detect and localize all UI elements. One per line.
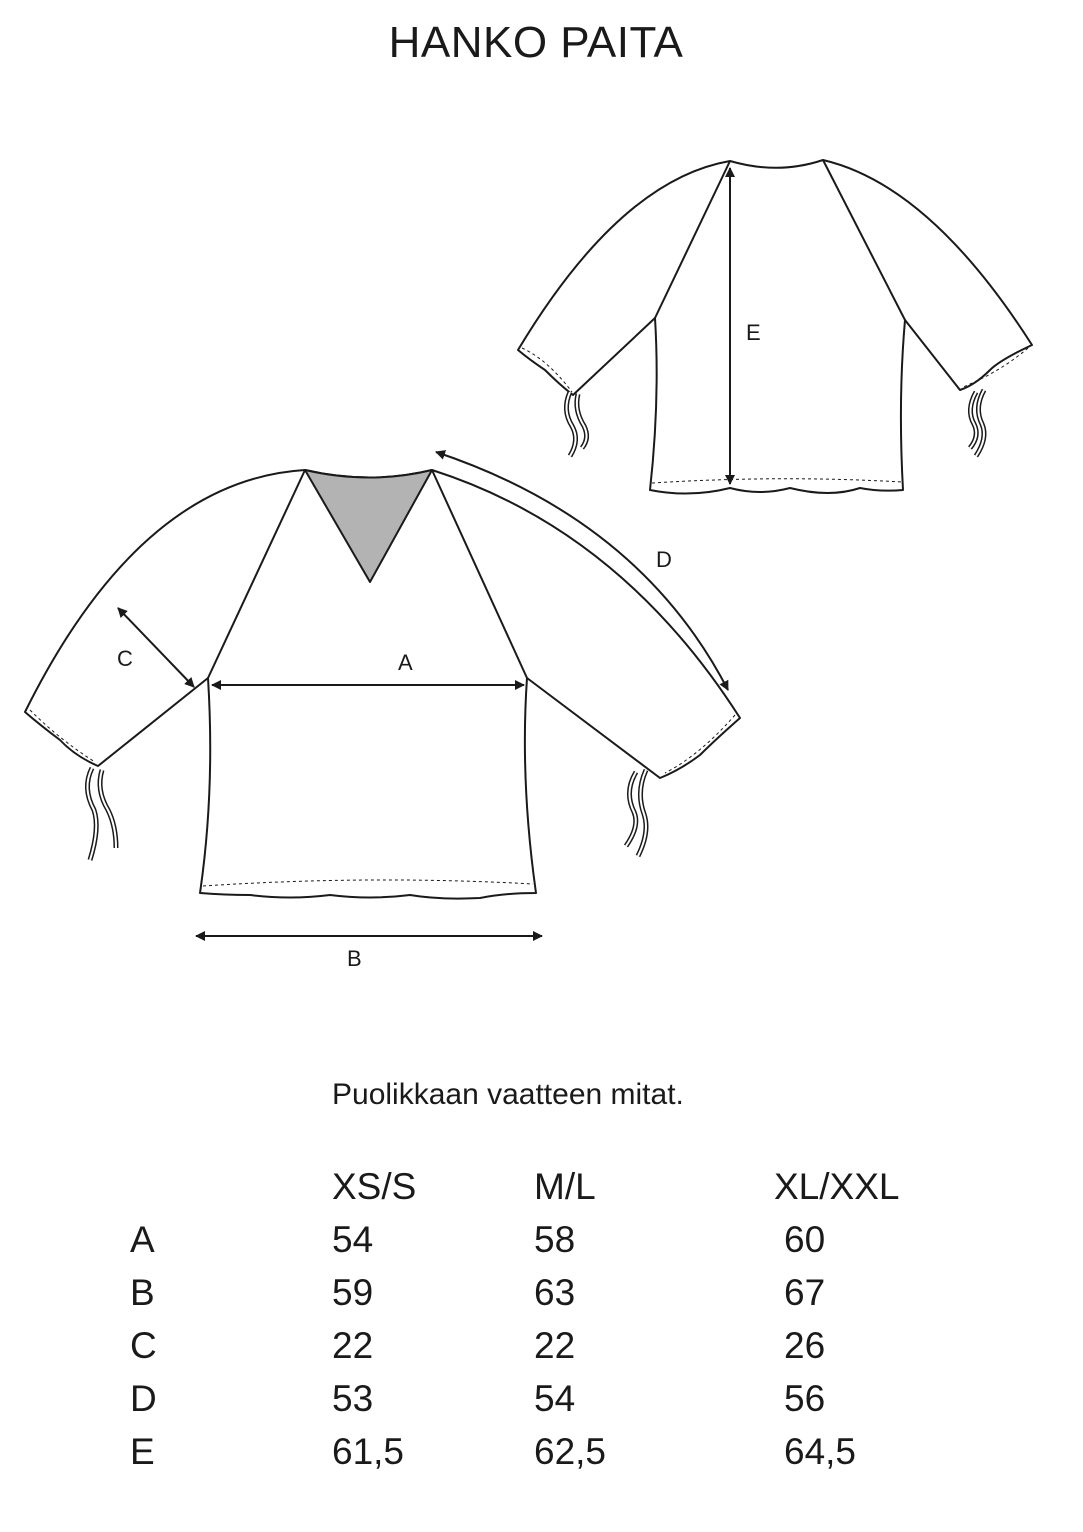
cell-value: 54 — [534, 1377, 576, 1419]
header-m-l: M/L — [534, 1165, 596, 1207]
cell-value: 22 — [332, 1324, 374, 1366]
label-c: C — [117, 646, 133, 671]
cell-value: 54 — [332, 1218, 374, 1260]
label-e: E — [746, 320, 761, 345]
cell-value: 62,5 — [534, 1430, 607, 1472]
front-view — [25, 452, 740, 936]
header-xl-xxl: XL/XXL — [774, 1165, 900, 1207]
back-view — [518, 160, 1032, 494]
table-row — [130, 1319, 974, 1372]
header-blank — [130, 1160, 332, 1213]
row-label: E — [130, 1430, 155, 1472]
table-row — [130, 1213, 974, 1266]
row-label: C — [130, 1324, 157, 1366]
cell-value: 59 — [332, 1271, 374, 1313]
row-label: D — [130, 1377, 157, 1419]
back-body-outline — [518, 160, 1032, 494]
table-row — [130, 1425, 974, 1478]
cell-value: 67 — [784, 1271, 826, 1313]
cell-value: 63 — [534, 1271, 576, 1313]
label-d: D — [656, 547, 672, 572]
label-a: A — [398, 650, 413, 675]
cell-value: 64,5 — [784, 1430, 857, 1472]
header-xs-s: XS/S — [332, 1165, 417, 1207]
cell-value: 61,5 — [332, 1430, 405, 1472]
cell-value: 60 — [784, 1218, 826, 1260]
size-table-header — [130, 1160, 974, 1213]
label-b: B — [347, 946, 362, 971]
page-title: HANKO PAITA — [388, 18, 684, 67]
table-row — [130, 1372, 974, 1425]
row-label: A — [130, 1218, 155, 1260]
cell-value: 53 — [332, 1377, 374, 1419]
measurements-subtitle: Puolikkaan vaatteen mitat. — [332, 1078, 684, 1111]
table-row — [130, 1266, 974, 1319]
cell-value: 22 — [534, 1324, 576, 1366]
cell-value: 58 — [534, 1218, 576, 1260]
row-label: B — [130, 1271, 155, 1313]
cell-value: 56 — [784, 1377, 826, 1419]
size-table — [130, 1160, 974, 1478]
cell-value: 26 — [784, 1324, 826, 1366]
